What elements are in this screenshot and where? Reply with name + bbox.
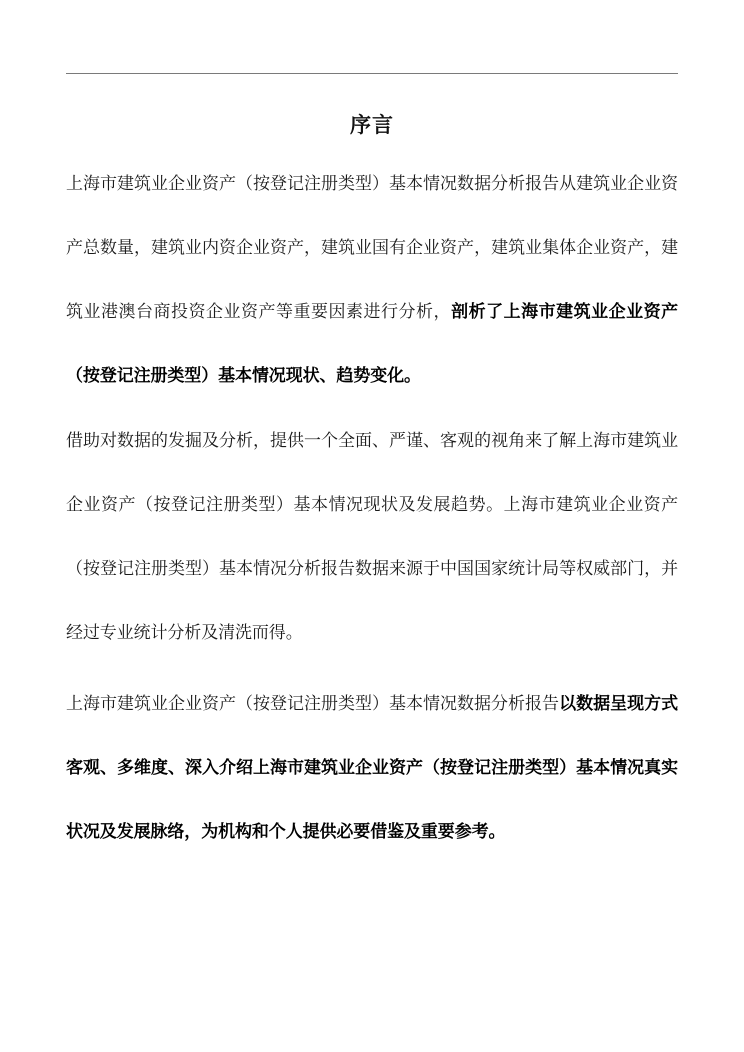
paragraph-intro-text: 上海市建筑业企业资产（按登记注册类型）基本情况数据分析报告从建筑业企业资产总数量，建筑业内资企业资产，建筑业国有企业资产，建筑业集体企业资产，建筑业港澳台商投资企业资产等重要因素进行分析， (66, 174, 678, 322)
paragraph-intro-bold: 剖析了上海市建筑业企业资产（按登记注册类型）基本情况现状、趋势变化。 (66, 302, 678, 386)
paragraph-purpose-bold: 以数据呈现方式客观、多维度、深入介绍上海市建筑业企业资产（按登记注册类型）基本情况真实状况及发展脉络，为机构和个人提供必要借鉴及重要参考。 (66, 694, 678, 842)
paragraph-intro (66, 152, 678, 408)
header-divider (66, 73, 678, 74)
paragraph-method-text: 借助对数据的发掘及分析，提供一个全面、严谨、客观的视角来了解上海市建筑业企业资产（按登记注册类型）基本情况现状及发展趋势。上海市建筑业企业资产（按登记注册类型）基本情况分析报告数据来源于中国国家统计局等权威部门，并经过专业统计分析及清洗而得。 (66, 431, 678, 643)
paragraph-purpose (66, 672, 678, 864)
paragraph-purpose-text: 上海市建筑业企业资产（按登记注册类型）基本情况数据分析报告 (66, 694, 560, 714)
page-title: 序言 (350, 113, 394, 137)
paragraph-method (66, 409, 678, 665)
